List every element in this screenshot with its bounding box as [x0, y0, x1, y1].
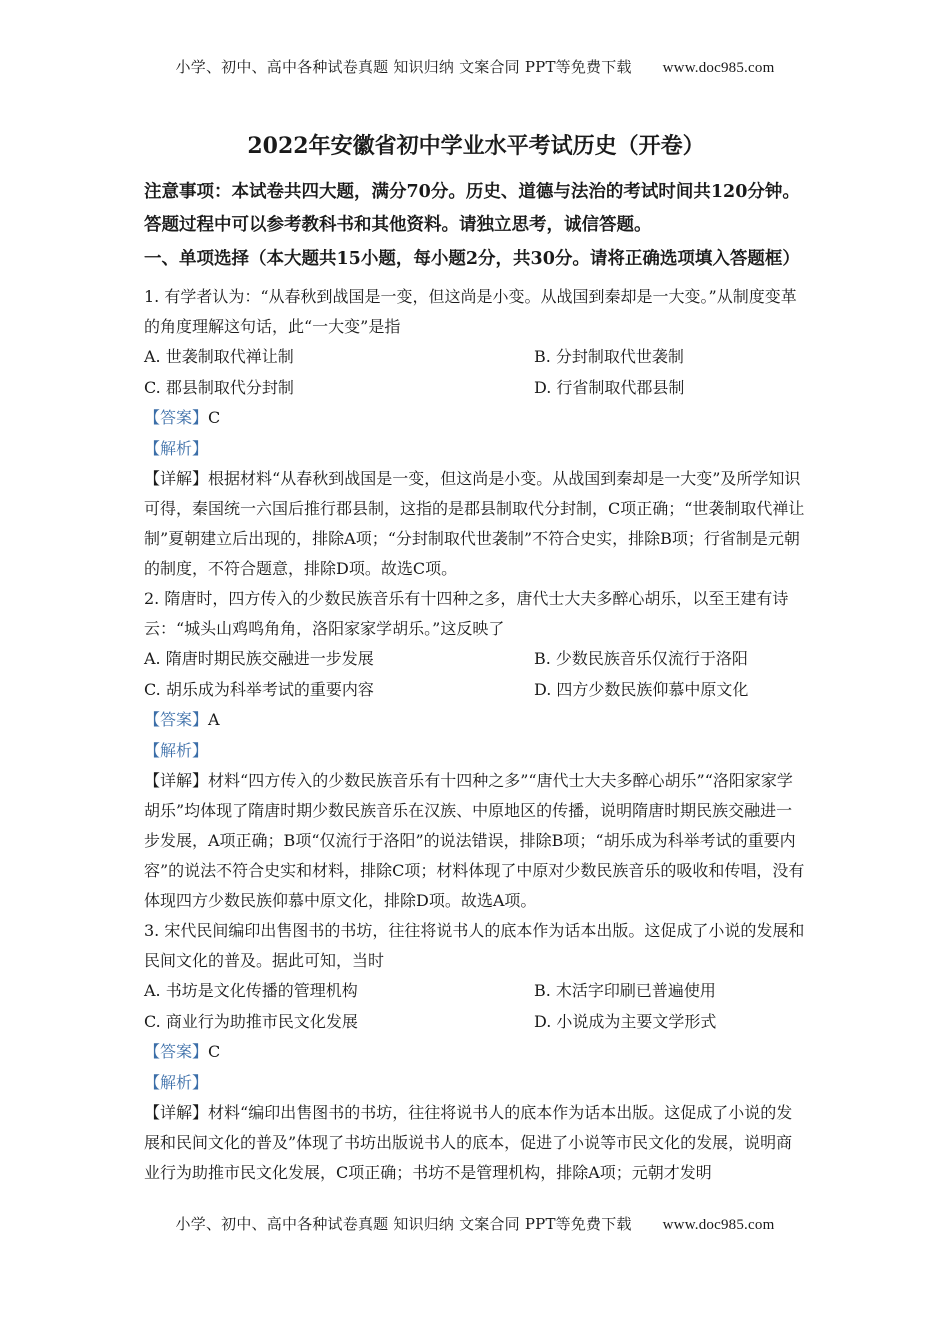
option-c: C. 商业行为助推市民文化发展 — [144, 1011, 358, 1031]
page-header — [0, 56, 950, 77]
header-text: 小学、初中、高中各种试卷真题 知识归纳 文案合同 PPT等免费下载 — [175, 58, 632, 76]
option-c: C. 胡乐成为科举考试的重要内容 — [144, 679, 374, 699]
detail-text: 材料“编印出售图书的书坊，往往将说书人的底本作为话本出版。这促成了小说的发展和民间文化的普及”体现了书坊出版说书人的底本，促进了小说等市民文化的发展，说明商业行为助推市民文化发展，C项正确；书坊不是管理机构，排除A项；元朝才发明 — [144, 1103, 793, 1182]
option-b: B. 木活字印刷已普遍使用 — [534, 981, 716, 1000]
detail-text: 材料“四方传入的少数民族音乐有十四种之多”“唐代士大夫多醉心胡乐”“洛阳家家学胡乐”均体现了隋唐时期少数民族音乐在汉族、中原地区的传播，说明隋唐时期民族交融进一步发展，A项正确；B项“仅流行于洛阳”的说法错误，排除B项；“胡乐成为科举考试的重要内容”的说法不符合史实和材料，排除C项；材料体现了中原对少数民族音乐的吸收和传唱，没有体现四方少数民族仰慕中原文化，排除D项。故选A项。 — [144, 771, 805, 910]
answer-tag: 【答案】 — [144, 408, 209, 427]
answer-line — [144, 403, 808, 434]
footer-site-link[interactable]: www.doc985.com — [662, 1217, 775, 1233]
header-site-link[interactable]: www.doc985.com — [662, 60, 775, 76]
option-c: C. 郡县制取代分封制 — [144, 377, 294, 397]
footer-text: 小学、初中、高中各种试卷真题 知识归纳 文案合同 PPT等免费下载 — [175, 1215, 632, 1233]
option-a: A. 隋唐时期民族交融进一步发展 — [144, 649, 374, 668]
analysis-tag: 【解析】 — [144, 438, 209, 458]
answer-line — [144, 705, 808, 736]
option-d: D. 小说成为主要文学形式 — [534, 1011, 717, 1031]
option-b: B. 分封制取代世袭制 — [534, 347, 684, 366]
answer-value: C — [208, 408, 221, 427]
question-stem: 1. 有学者认为：“从春秋到战国是一变，但这尚是小变。从战国到秦却是一大变。”从制度变革的角度理解这句话，此“一大变”是指 — [144, 287, 797, 336]
section-heading: 一、单项选择（本大题共15小题，每小题2分，共30分。请将正确选项填入答题框） — [144, 249, 800, 269]
document-body — [144, 126, 808, 1188]
detail-text: 根据材料“从春秋到战国是一变，但这尚是小变。从战国到秦却是一大变”及所学知识可得，秦国统一六国后推行郡县制，这指的是郡县制取代分封制，C项正确；“世袭制取代禅让制”夏朝建立后出现的，排除A项；“分封制取代世袭制”不符合史实，排除B项；行省制是元朝的制度，不符合题意，排除D项。故选C项。 — [144, 469, 805, 578]
option-d: D. 四方少数民族仰慕中原文化 — [534, 679, 749, 699]
options-grid — [144, 976, 808, 1037]
detail-paragraph — [144, 766, 808, 916]
page-title: 2022年安徽省初中学业水平考试历史（开卷） — [247, 133, 705, 159]
detail-tag: 【详解】 — [144, 771, 209, 790]
answer-value: A — [208, 710, 220, 729]
answer-tag: 【答案】 — [144, 1042, 209, 1061]
option-d: D. 行省制取代郡县制 — [534, 377, 685, 397]
detail-tag: 【详解】 — [144, 469, 209, 488]
exam-notice: 注意事项：本试卷共四大题，满分70分。历史、道德与法治的考试时间共120分钟。答题过程中可以参考教科书和其他资料。请独立思考，诚信答题。 — [144, 182, 800, 235]
page-footer — [0, 1213, 950, 1234]
detail-paragraph — [144, 1098, 808, 1188]
question-stem: 2. 隋唐时，四方传入的少数民族音乐有十四种之多，唐代士大夫多醉心胡乐，以至王建有诗云：“城头山鸡鸣角角，洛阳家家学胡乐。”这反映了 — [144, 589, 789, 638]
question-2 — [144, 584, 808, 916]
options-grid — [144, 644, 808, 705]
detail-tag: 【详解】 — [144, 1103, 209, 1122]
option-a: A. 世袭制取代禅让制 — [144, 347, 294, 366]
answer-line — [144, 1037, 808, 1068]
detail-paragraph — [144, 464, 808, 584]
option-b: B. 少数民族音乐仅流行于洛阳 — [534, 649, 748, 668]
question-stem: 3. 宋代民间编印出售图书的书坊，往往将说书人的底本作为话本出版。这促成了小说的发展和民间文化的普及。据此可知，当时 — [144, 921, 805, 970]
answer-tag: 【答案】 — [144, 710, 209, 729]
question-1 — [144, 282, 808, 584]
analysis-tag: 【解析】 — [144, 740, 209, 760]
options-grid — [144, 342, 808, 403]
question-3 — [144, 916, 808, 1188]
answer-value: C — [208, 1042, 221, 1061]
analysis-tag: 【解析】 — [144, 1072, 209, 1092]
option-a: A. 书坊是文化传播的管理机构 — [144, 981, 358, 1000]
